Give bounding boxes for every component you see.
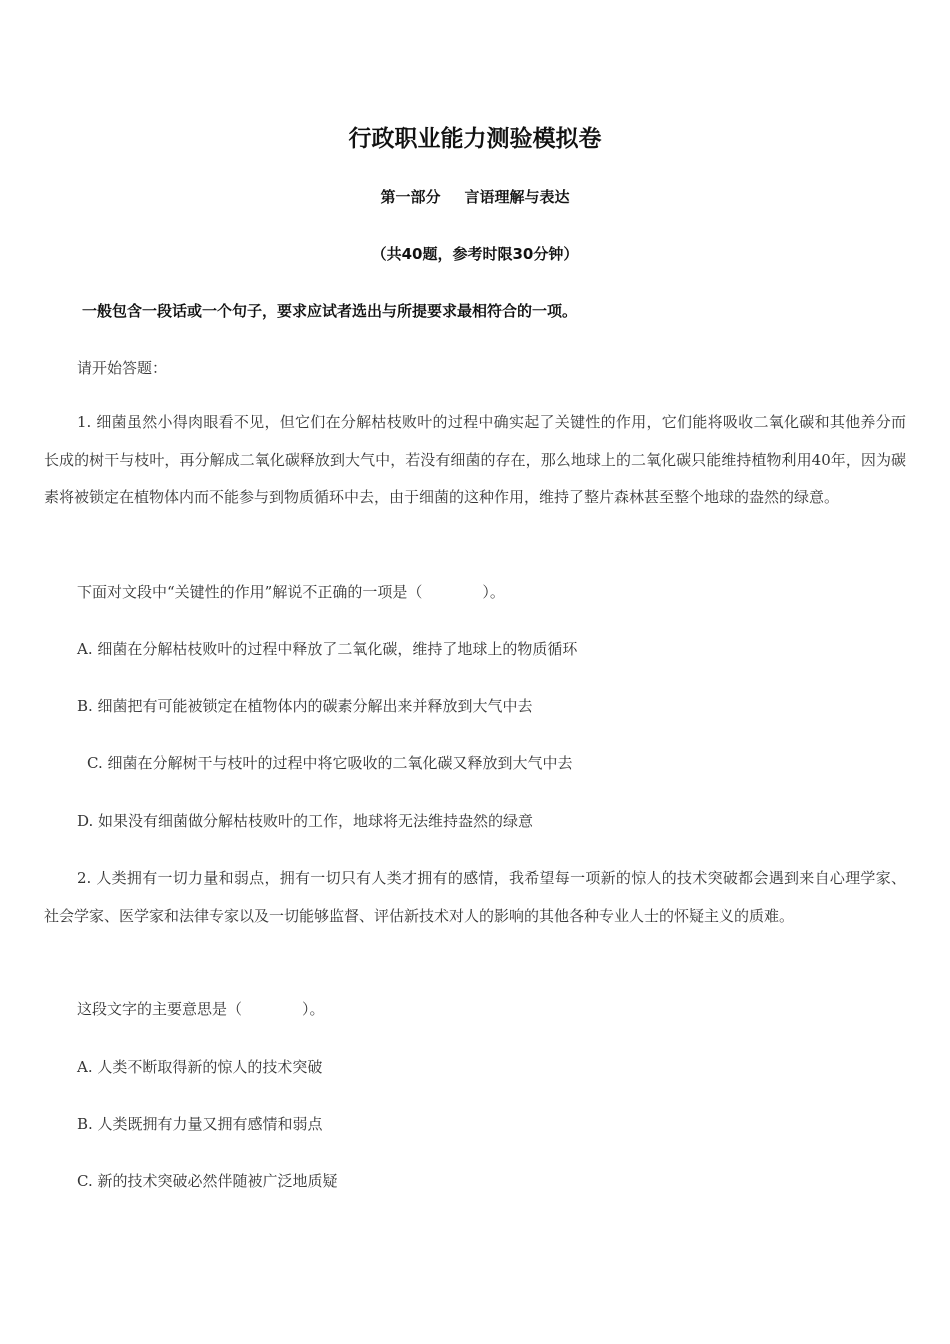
question-2-option-a[interactable]: A. 人类不断取得新的惊人的技术突破 xyxy=(77,1058,323,1076)
question-2-option-b[interactable]: B. 人类既拥有力量又拥有感情和弱点 xyxy=(77,1115,323,1133)
part-name: 言语理解与表达 xyxy=(464,188,570,206)
question-1-passage: 1. 细菌虽然小得肉眼看不见，但它们在分解枯枝败叶的过程中确实起了关键性的作用，它们能将吸收二氧化碳和其他养分而长成的树干与枝叶，再分解成二氧化碳释放到大气中，若没有细菌的存在，那么地球上的二氧化碳只能维持植物利用40年，因为碳素将被锁定在植物体内而不能参与到物质循环中去，由于细菌的这种作用，维持了整片森林甚至整个地球的盎然的绿意。 xyxy=(44,413,906,506)
question-1-option-c[interactable]: C. 细菌在分解树干与枝叶的过程中将它吸收的二氧化碳又释放到大气中去 xyxy=(87,754,573,772)
section-instruction: 一般包含一段话或一个句子，要求应试者选出与所提要求最相符合的一项。 xyxy=(82,302,578,320)
question-1-option-a[interactable]: A. 细菌在分解枯枝败叶的过程中释放了二氧化碳，维持了地球上的物质循环 xyxy=(77,640,578,658)
part-label: 第一部分 xyxy=(380,188,441,206)
start-prompt: 请开始答题： xyxy=(77,359,168,377)
question-2-option-c[interactable]: C. 新的技术突破必然伴随被广泛地质疑 xyxy=(77,1172,338,1190)
question-1-option-b[interactable]: B. 细菌把有可能被锁定在植物体内的碳素分解出来并释放到大气中去 xyxy=(77,697,533,715)
section-heading xyxy=(0,186,950,207)
time-limit-note: （共40题，参考时限30分钟） xyxy=(371,245,579,263)
question-1-option-d[interactable]: D. 如果没有细菌做分解枯枝败叶的工作，地球将无法维持盎然的绿意 xyxy=(77,812,534,830)
question-2-stem: 这段文字的主要意思是（ ）。 xyxy=(77,1000,325,1018)
question-2-passage: 2. 人类拥有一切力量和弱点，拥有一切只有人类才拥有的感情，我希望每一项新的惊人的技术突破都会遇到来自心理学家、社会学家、医学家和法律专家以及一切能够监督、评估新技术对人的影响的其他各种专业人士的怀疑主义的质难。 xyxy=(44,869,906,925)
page-title: 行政职业能力测验模拟卷 xyxy=(348,126,602,152)
question-1-stem: 下面对文段中“关键性的作用”解说不正确的一项是（ ）。 xyxy=(77,583,505,601)
